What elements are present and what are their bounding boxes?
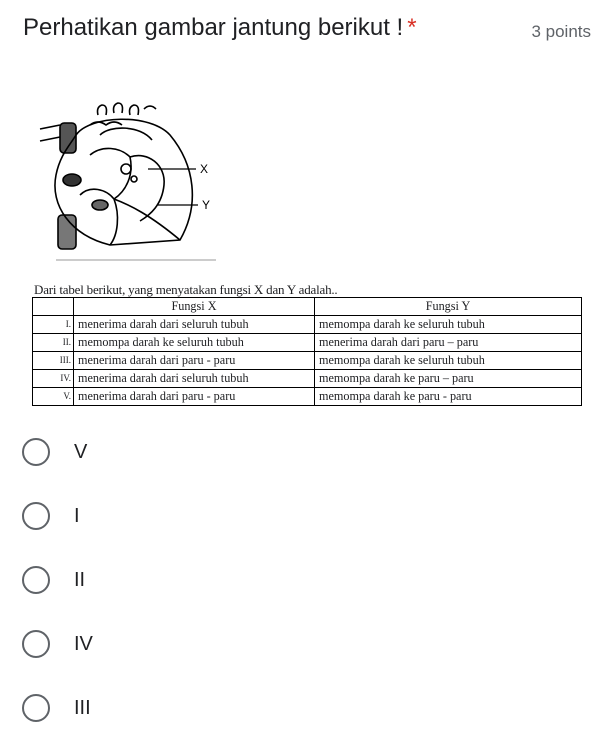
table-header-row	[33, 298, 582, 316]
label-y: Y	[202, 198, 211, 212]
option-label[interactable]: II	[74, 568, 86, 591]
option-i[interactable]	[22, 499, 80, 533]
function-table	[32, 297, 582, 406]
row-fungsi-x: menerima darah dari paru - paru	[74, 388, 315, 406]
option-ii[interactable]	[22, 563, 85, 597]
row-number: IV.	[33, 370, 74, 388]
row-fungsi-x: menerima darah dari paru - paru	[74, 352, 315, 370]
row-number: II.	[33, 334, 74, 352]
question-title	[23, 14, 417, 42]
option-label[interactable]: I	[74, 504, 80, 527]
row-number: I.	[33, 316, 74, 334]
question-text: Dari tabel berikut, yang menyatakan fungsi X dan Y adalah..	[34, 282, 338, 297]
points-label: 3 points	[531, 22, 591, 41]
row-fungsi-y: memompa darah ke paru – paru	[315, 370, 582, 388]
option-label[interactable]: V	[74, 440, 88, 463]
option-label[interactable]: III	[74, 696, 91, 719]
table-row	[33, 370, 582, 388]
row-fungsi-x: menerima darah dari seluruh tubuh	[74, 370, 315, 388]
row-fungsi-x: memompa darah ke seluruh tubuh	[74, 334, 315, 352]
header-fungsi-x: Fungsi X	[74, 298, 315, 316]
row-fungsi-y: menerima darah dari paru – paru	[315, 334, 582, 352]
heart-diagram	[30, 95, 220, 265]
table-row	[33, 316, 582, 334]
radio-button[interactable]	[22, 630, 50, 658]
option-v[interactable]	[22, 435, 87, 469]
header-number	[33, 298, 74, 316]
radio-button[interactable]	[22, 502, 50, 530]
required-asterisk: *	[407, 14, 417, 41]
row-number: III.	[33, 352, 74, 370]
row-fungsi-y: memompa darah ke seluruh tubuh	[315, 352, 582, 370]
row-number: V.	[33, 388, 74, 406]
row-fungsi-x: menerima darah dari seluruh tubuh	[74, 316, 315, 334]
radio-button[interactable]	[22, 566, 50, 594]
radio-button[interactable]	[22, 438, 50, 466]
radio-button[interactable]	[22, 694, 50, 722]
option-iii[interactable]	[22, 691, 91, 725]
option-iv[interactable]	[22, 627, 93, 661]
table-row	[33, 388, 582, 406]
header-fungsi-y: Fungsi Y	[315, 298, 582, 316]
option-label[interactable]: IV	[74, 632, 93, 655]
table-row	[33, 334, 582, 352]
row-fungsi-y: memompa darah ke paru - paru	[315, 388, 582, 406]
table-row	[33, 352, 582, 370]
question-title-text: Perhatikan gambar jantung berikut !	[23, 14, 404, 41]
row-fungsi-y: memompa darah ke seluruh tubuh	[315, 316, 582, 334]
label-x: X	[200, 162, 209, 176]
